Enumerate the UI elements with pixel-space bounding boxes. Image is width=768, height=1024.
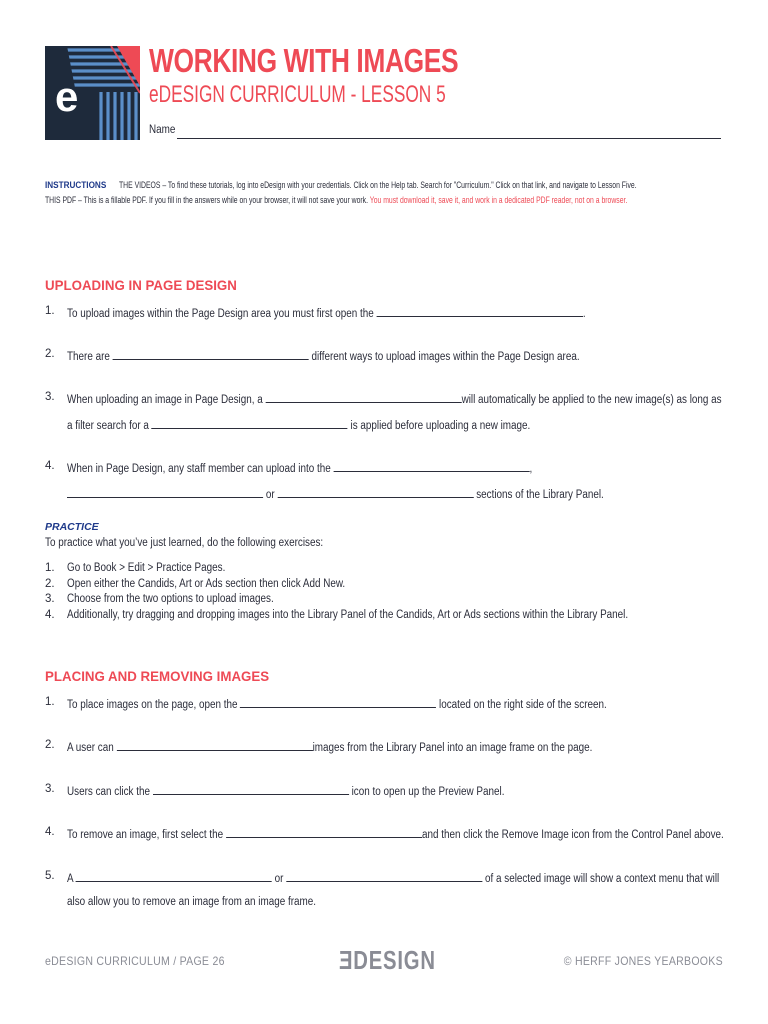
edesign-logo <box>45 46 140 140</box>
list-item: 4. Additionally, try dragging and dropping images into the Library Panel of the Candids, Art or Ads sections within the Library Panel. <box>45 608 629 621</box>
answer-blank[interactable] <box>116 739 312 751</box>
answer-blank[interactable] <box>76 870 272 882</box>
answer-blank[interactable] <box>226 826 422 838</box>
practice-intro: To practice what you’ve just learned, do the following exercises: <box>45 536 324 549</box>
instructions-warning: You must download it, save it, and work in a dedicated PDF reader, not on a browser. <box>369 195 628 205</box>
answer-blank[interactable] <box>240 696 436 708</box>
instructions-heading: INSTRUCTIONS <box>45 180 107 191</box>
list-item: 1. Go to Book > Edit > Practice Pages. <box>45 562 226 574</box>
list-item: 3. Choose from the two options to upload images. <box>45 593 274 605</box>
answer-blank[interactable] <box>333 460 529 472</box>
footer-edesign-logo: ƎDESIGN <box>339 945 436 975</box>
instructions-line-1: THE VIDEOS – To find these tutorials, log into eDesign with your credentials. Click on the Help tab. Search for "Curriculum." Click on that link, and navigate to Lesson Five. <box>118 180 637 190</box>
answer-blank[interactable] <box>113 348 309 360</box>
footer-page-label: eDESIGN CURRICULUM / PAGE 26 <box>45 954 225 968</box>
practice-list <box>45 561 719 623</box>
logo-letter: e <box>55 73 79 120</box>
section-placing-title: PLACING AND REMOVING IMAGES <box>45 668 270 684</box>
answer-blank[interactable] <box>152 417 348 429</box>
answer-blank[interactable] <box>265 391 461 403</box>
name-label: Name <box>149 124 176 136</box>
page-subtitle: eDESIGN CURRICULUM - LESSON 5 <box>149 81 446 108</box>
answer-blank[interactable] <box>377 305 583 317</box>
name-row <box>149 124 721 136</box>
page-title: WORKING WITH IMAGES <box>149 42 459 79</box>
name-field[interactable] <box>177 138 721 139</box>
answer-blank[interactable] <box>277 486 473 498</box>
list-item: 2. Open either the Candids, Art or Ads section then click Add New. <box>45 577 346 590</box>
section-uploading-title: UPLOADING IN PAGE DESIGN <box>45 277 237 293</box>
practice-block <box>45 520 719 623</box>
answer-blank[interactable] <box>286 870 482 882</box>
answer-blank[interactable] <box>153 783 349 795</box>
instructions <box>45 178 768 208</box>
answer-blank[interactable] <box>67 486 263 498</box>
footer-copyright: © HERFF JONES YEARBOOKS <box>563 954 723 968</box>
instructions-line-2: THIS PDF – This is a fillable PDF. If you fill in the answers while on your browser, it will not save your work. You must download it, save it, and work in a dedicated PDF reader, not on a browser. <box>45 195 628 205</box>
practice-heading: PRACTICE <box>45 521 99 533</box>
